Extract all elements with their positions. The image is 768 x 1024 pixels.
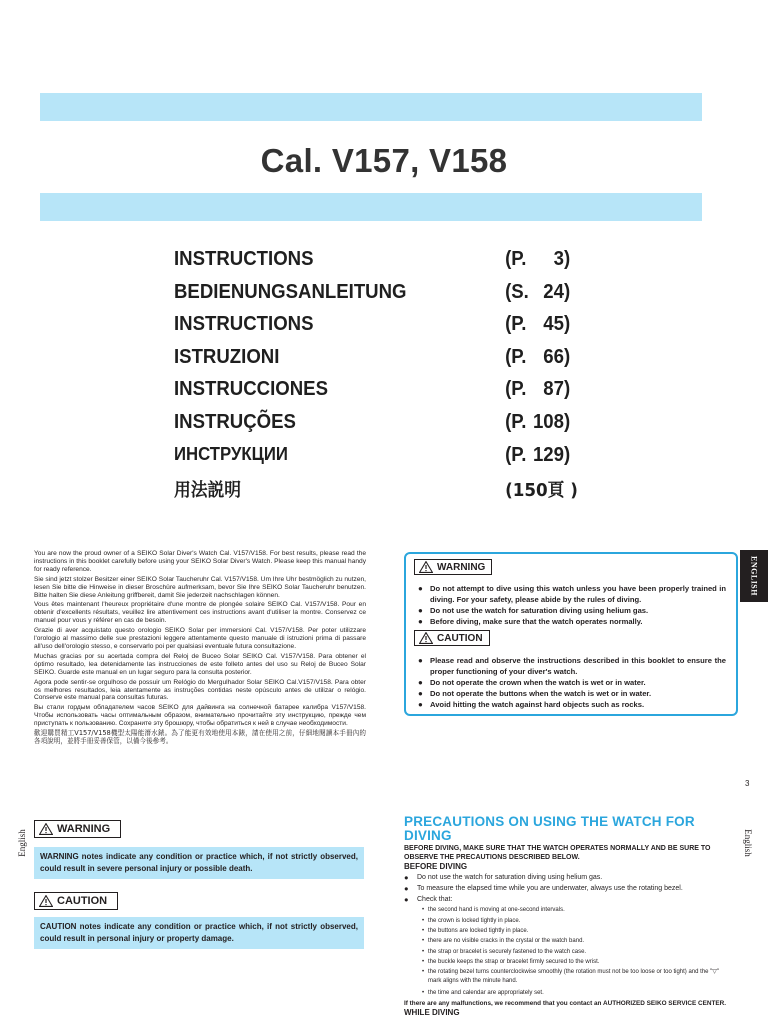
- precautions-section: [404, 815, 734, 1017]
- malfunction-note: If there are any malfunctions, we recommend that you contact an AUTHORIZED SEIKO SERVICE CENTER.: [404, 1000, 727, 1008]
- toc-title: 用法説明: [174, 480, 241, 502]
- intro-paragraph-ru: Вы стали гордым обладателем часов SEIKO для дайвинга на солнечной батарее калибра V157/V158. Чтобы использовать часы оптимальным образом, внимательно прочитайте эту инструкцию, прежде чем приступать к пользованию. Сохраните эту брошюру, чтобы обратиться к ней в случае необходимости.: [34, 704, 366, 728]
- warning-note-text: WARNING notes indicate any condition or practice which, if not strictly observed, could result in severe personal injury or possible death.: [34, 847, 364, 879]
- list-item: • the buttons are locked tightly in place.: [422, 926, 734, 936]
- intro-paragraph-es: Muchas gracias por su acertada compra del Reloj de Buceo Solar SEIKO Cal. V157/V158. Para obtener el óptimo resultado, lea detenidamente las instrucciones de este folleto antes del uso su Reloj de Buceo Solar SEIKO. Guarde este manual en un lugar seguro para la consulta posterior.: [34, 652, 366, 676]
- toc-row[interactable]: ИНСТРУКЦИИ (P. 129): [174, 443, 571, 466]
- list-item: • the rotating bezel turns counterclockwise smoothly (the rotation must not be too loose or too tight) and the "▽" mark aligns with the minute hand.: [422, 968, 734, 988]
- list-item: • the crown is locked tightly in place.: [422, 916, 734, 926]
- side-label-right: English: [742, 829, 753, 857]
- caution-triangle-icon: [419, 632, 433, 644]
- table-of-contents: [174, 246, 584, 507]
- list-item: ● Do not operate the buttons when the watch is wet or in water.: [418, 688, 726, 699]
- page-number: 3: [745, 779, 750, 788]
- toc-title: INSTRUÇÕES: [174, 410, 296, 433]
- toc-title: BEDIENUNGSANLEITUNG: [174, 280, 407, 303]
- list-item: ● To measure the elapsed time while you are underwater, always use the rotating bezel.: [404, 883, 734, 894]
- section-subtitle: BEFORE DIVING, MAKE SURE THAT THE WATCH OPERATES NORMALLY AND BE SURE TO OBSERVE THE PRECAUTIONS DESCRIBED BELOW.: [404, 845, 711, 861]
- intro-paragraph-zh: 歡迎購買精工V157/V158機型太陽能潛水錶。為了能更有效地使用本錶，請在使用之前，仔細地閱讀本手冊內的各項說明，並將手冊妥善保管，以備今後參考。: [34, 729, 366, 745]
- intro-text: [34, 550, 366, 748]
- list-item: ● Do not use the watch for saturation diving using helium gas.: [404, 872, 734, 883]
- caution-triangle-icon: [39, 895, 53, 907]
- list-item: ● Do not operate the crown when the watch is wet or in water.: [418, 677, 726, 688]
- before-diving-heading: BEFORE DIVING: [404, 862, 468, 872]
- intro-paragraph-de: Sie sind jetzt stolzer Besitzer einer SEIKO Solar Taucheruhr Cal. V157/V158. Um Ihre Uhr bestmöglich zu nutzen, lesen Sie bitte die Hinweise in dieser Broschüre aufmerksam, bevor Sie Ihre SEIKO Solar Taucheruhr benutzen. Bitte halten Sie diese Anleitung griffbereit, damit Sie jederzeit nachschlagen können.: [34, 575, 366, 599]
- section-title: PRECAUTIONS ON USING THE WATCH FOR DIVING: [404, 814, 695, 843]
- warning-triangle-icon: [419, 561, 433, 573]
- toc-row[interactable]: [174, 474, 578, 507]
- list-item: ● Please read and observe the instructions described in this booklet to ensure the proper functioning of your diver's watch.: [418, 655, 726, 677]
- caution-label: CAUTION: [414, 630, 490, 646]
- warning-triangle-icon: [39, 823, 53, 835]
- intro-paragraph-en: You are now the proud owner of a SEIKO Solar Diver's Watch Cal. V157/V158. For best results, please read the instructions in this booklet carefully before using your SEIKO Solar Diver's Watch. Please keep this manual handy for ready reference.: [34, 550, 366, 573]
- toc-row[interactable]: INSTRUCTIONS (P. 3): [174, 248, 571, 270]
- precautions-list: [404, 872, 734, 905]
- while-diving-heading: WHILE DIVING: [404, 1008, 460, 1018]
- list-item: • the time and calendar are appropriately set.: [422, 988, 734, 998]
- list-item: • the second hand is moving at one-second intervals.: [422, 905, 734, 915]
- toc-row[interactable]: ISTRUZIONI (P. 66): [174, 345, 571, 368]
- toc-title: INSTRUCCIONES: [174, 378, 328, 401]
- toc-title: INSTRUCTIONS: [174, 313, 314, 336]
- toc-title: ИНСТРУКЦИИ: [174, 443, 288, 464]
- list-item: ● Avoid hitting the watch against hard objects such as rocks.: [418, 699, 726, 710]
- list-item: • there are no visible cracks in the crystal or the watch band.: [422, 936, 734, 946]
- warning-caution-box: [404, 552, 738, 716]
- warning-list: [418, 583, 726, 627]
- caution-note-text: CAUTION notes indicate any condition or practice which, if not strictly observed, could result in personal injury or property damage.: [34, 917, 364, 949]
- warning-label: WARNING: [414, 559, 492, 575]
- toc-title: ISTRUZIONI: [174, 345, 280, 368]
- language-tab: ENGLISH: [740, 550, 768, 602]
- list-item: • the buckle keeps the strap or bracelet firmly secured to the wrist.: [422, 957, 734, 967]
- intro-paragraph-pt: Agora pode sentir-se orgulhoso de possuir um Relógio do Mergulhador Solar SEIKO Cal.V157/V158. Para obter os melhores resultados, leia atentamente as instruções contidas neste opúsculo antes de utilizar o relógio. Conserve este manual para consultas futuras.: [34, 678, 366, 702]
- page-title: Cal. V157, V158: [260, 142, 508, 179]
- list-item: ● Check that:: [404, 894, 734, 905]
- toc-row[interactable]: INSTRUÇÕES (P. 108): [174, 410, 571, 433]
- intro-paragraph-fr: Vous êtes maintenant l'heureux propriétaire d'une montre de plongée solaire SEIKO Cal. V157/V158. Pour en obtenir d'excellents résultats, veuillez lire attentivement ces instructions avant d'utiliser la montre. Conservez ce manuel pour vous y référer en cas de besoin.: [34, 601, 366, 625]
- bottom-color-band: [40, 193, 702, 221]
- intro-paragraph-it: Grazie di aver acquistato questo orologio SEIKO Solar per immersioni Cal. V157/V158. Per poter utilizzare l'orologio al massimo delle sue prestazioni leggere attentamente questo manuale di istruzioni prima di passare all'uso dell'orologio stesso, e conservarlo poi per qualsiasi eventuale futura consultazione.: [34, 627, 366, 650]
- toc-title: INSTRUCTIONS: [174, 248, 314, 270]
- toc-page: (150頁 ): [505, 480, 578, 502]
- toc-row[interactable]: INSTRUCTIONS (P. 45): [174, 313, 571, 336]
- side-label-left: English: [16, 829, 27, 857]
- caution-label: CAUTION: [34, 892, 118, 910]
- warning-note-block: [34, 820, 364, 880]
- warning-label: WARNING: [34, 820, 121, 838]
- list-item: ● Do not attempt to dive using this watch unless you have been properly trained in diving. For your safety, please abide by the rules of diving.: [418, 583, 726, 605]
- list-item: ● Do not use the watch for saturation diving using helium gas.: [418, 605, 726, 616]
- list-item: • the strap or bracelet is securely fastened to the watch case.: [422, 947, 734, 957]
- check-list: [404, 905, 734, 998]
- caution-note-block: [34, 892, 364, 952]
- toc-row[interactable]: INSTRUCCIONES (P. 87): [174, 378, 571, 401]
- list-item: ● Before diving, make sure that the watch operates normally.: [418, 616, 726, 627]
- caution-list: [418, 655, 726, 710]
- toc-row[interactable]: BEDIENUNGSANLEITUNG (S. 24): [174, 280, 571, 303]
- top-color-band: [40, 93, 702, 121]
